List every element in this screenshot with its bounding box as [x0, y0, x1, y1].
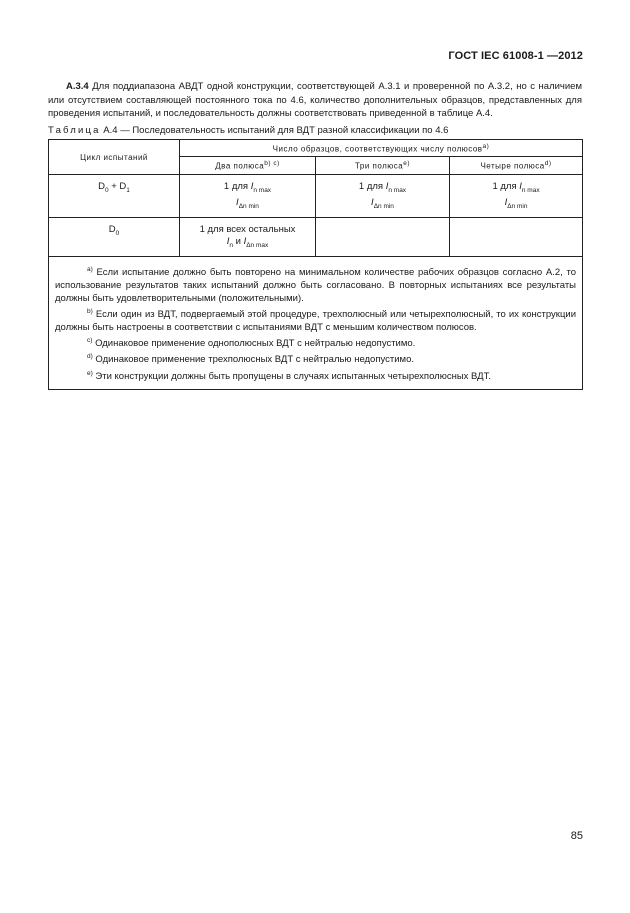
note-text: Одинаковое применение трехполюсных ВДТ с нейтралью недопустимо. [95, 354, 414, 366]
residual-symbol: I [236, 196, 239, 208]
note-b [55, 305, 576, 334]
cycle-cell [49, 175, 180, 218]
header-four-poles [450, 157, 583, 175]
current-sub: n max [521, 186, 540, 194]
sample-cell [316, 175, 450, 218]
sample-all-others: 1 для всех остальных [199, 224, 296, 235]
current-symbol: I [226, 236, 230, 247]
sample-cell [180, 218, 316, 257]
residual-symbol: I [504, 196, 508, 208]
header-four-sup: d) [544, 160, 552, 168]
sample-prefix: 1 для [358, 181, 384, 192]
note-text: Одинаковое применение однополюсных ВДТ с нейтралью недопустимо. [95, 338, 416, 350]
header-three-label: Три полюса [354, 161, 404, 171]
residual-sub: Δn min [373, 202, 394, 210]
header-number-sup: а) [482, 142, 490, 150]
table-notes [49, 256, 583, 389]
header-two-poles [180, 157, 316, 175]
cycle-sub: 0 [104, 186, 109, 194]
residual-symbol: I [243, 236, 247, 247]
note-mark: b) [87, 308, 93, 316]
note-mark: e) [87, 369, 93, 377]
cycle-d: D [98, 181, 105, 192]
sample-prefix: 1 для [223, 181, 249, 192]
header-two-sup: b) c) [264, 160, 280, 168]
header-two-label: Два полюса [215, 161, 265, 171]
residual-sub: Δn max [246, 241, 269, 249]
residual-sub: Δn min [238, 202, 259, 210]
current-symbol: I [385, 181, 389, 192]
cycle-d: D [108, 224, 116, 235]
paragraph-text: Для поддиапазона АВДТ одной конструкции, соответствующей А.3.1 и проверенной по А.3.2, но с наличием или отсутствием составляющей постоянного тока по 4.6, количество дополнительных образцов, представленных для проведения испытаний, и последовательность должны соответствовать приведенной в таблице А.4. [48, 81, 582, 119]
sample-cell [450, 175, 583, 218]
empty-cell [450, 218, 583, 257]
header-number-label: Число образцов, соответствующих числу полюсов [272, 144, 483, 154]
table-row [49, 218, 583, 257]
sample-cell [180, 175, 316, 218]
test-sequence-table [48, 139, 583, 390]
note-d [55, 350, 576, 366]
note-mark: d) [87, 353, 93, 361]
header-three-sup: e) [403, 160, 411, 168]
note-text: Если испытание должно быть повторено на минимальном количестве рабочих образцов согласно А.2, то использование результатов таких испытаний должно быть согласовано. В повторных испытаниях все результаты должны быть удовлетворительными (положительными). [55, 267, 577, 305]
paragraph-a34 [48, 80, 582, 121]
cycle-sub: 1 [126, 186, 130, 194]
note-a [55, 263, 576, 305]
and-word: и [232, 236, 244, 247]
note-text: Если один из ВДТ, подвергаемый этой процедуре, трехполюсный или четырехполюсный, то их конструкции должны быть настроены в соответствии с испытаниями ВДТ с меньшим количеством полюсов. [55, 309, 577, 334]
table-caption-label: Таблица [48, 125, 101, 136]
header-four-label: Четыре полюса [480, 161, 545, 171]
cycle-plus: + D [108, 181, 127, 192]
note-text: Эти конструкции должны быть пропущены в случаях испытанных четырехполюсных ВДТ. [95, 370, 491, 382]
table-row [49, 175, 583, 218]
header-number [180, 140, 583, 157]
note-mark: c) [87, 337, 93, 345]
table-caption-title: А.4 — Последовательность испытаний для ВДТ разной классификации по 4.6 [103, 125, 449, 136]
paragraph-number: А.3.4 [66, 81, 89, 92]
empty-cell [316, 218, 450, 257]
current-symbol: I [250, 181, 254, 192]
current-symbol: I [519, 181, 522, 192]
sample-prefix: 1 для [492, 181, 517, 192]
residual-symbol: I [371, 196, 374, 208]
standard-header: ГОСТ IEC 61008-1 —2012 [448, 50, 583, 62]
current-sub: n [229, 241, 233, 249]
cycle-sub: 0 [115, 229, 120, 237]
residual-sub: Δn min [507, 202, 528, 210]
table-caption [48, 125, 448, 136]
current-sub: n max [253, 186, 272, 194]
note-c [55, 334, 576, 350]
cycle-cell [49, 218, 180, 257]
note-mark: a) [87, 265, 93, 273]
page-number: 85 [570, 830, 583, 842]
header-cycle-label: Цикл испытаний [80, 152, 148, 162]
note-e [55, 367, 576, 383]
current-sub: n max [388, 186, 407, 194]
header-cycle [49, 140, 180, 175]
header-three-poles [316, 157, 450, 175]
